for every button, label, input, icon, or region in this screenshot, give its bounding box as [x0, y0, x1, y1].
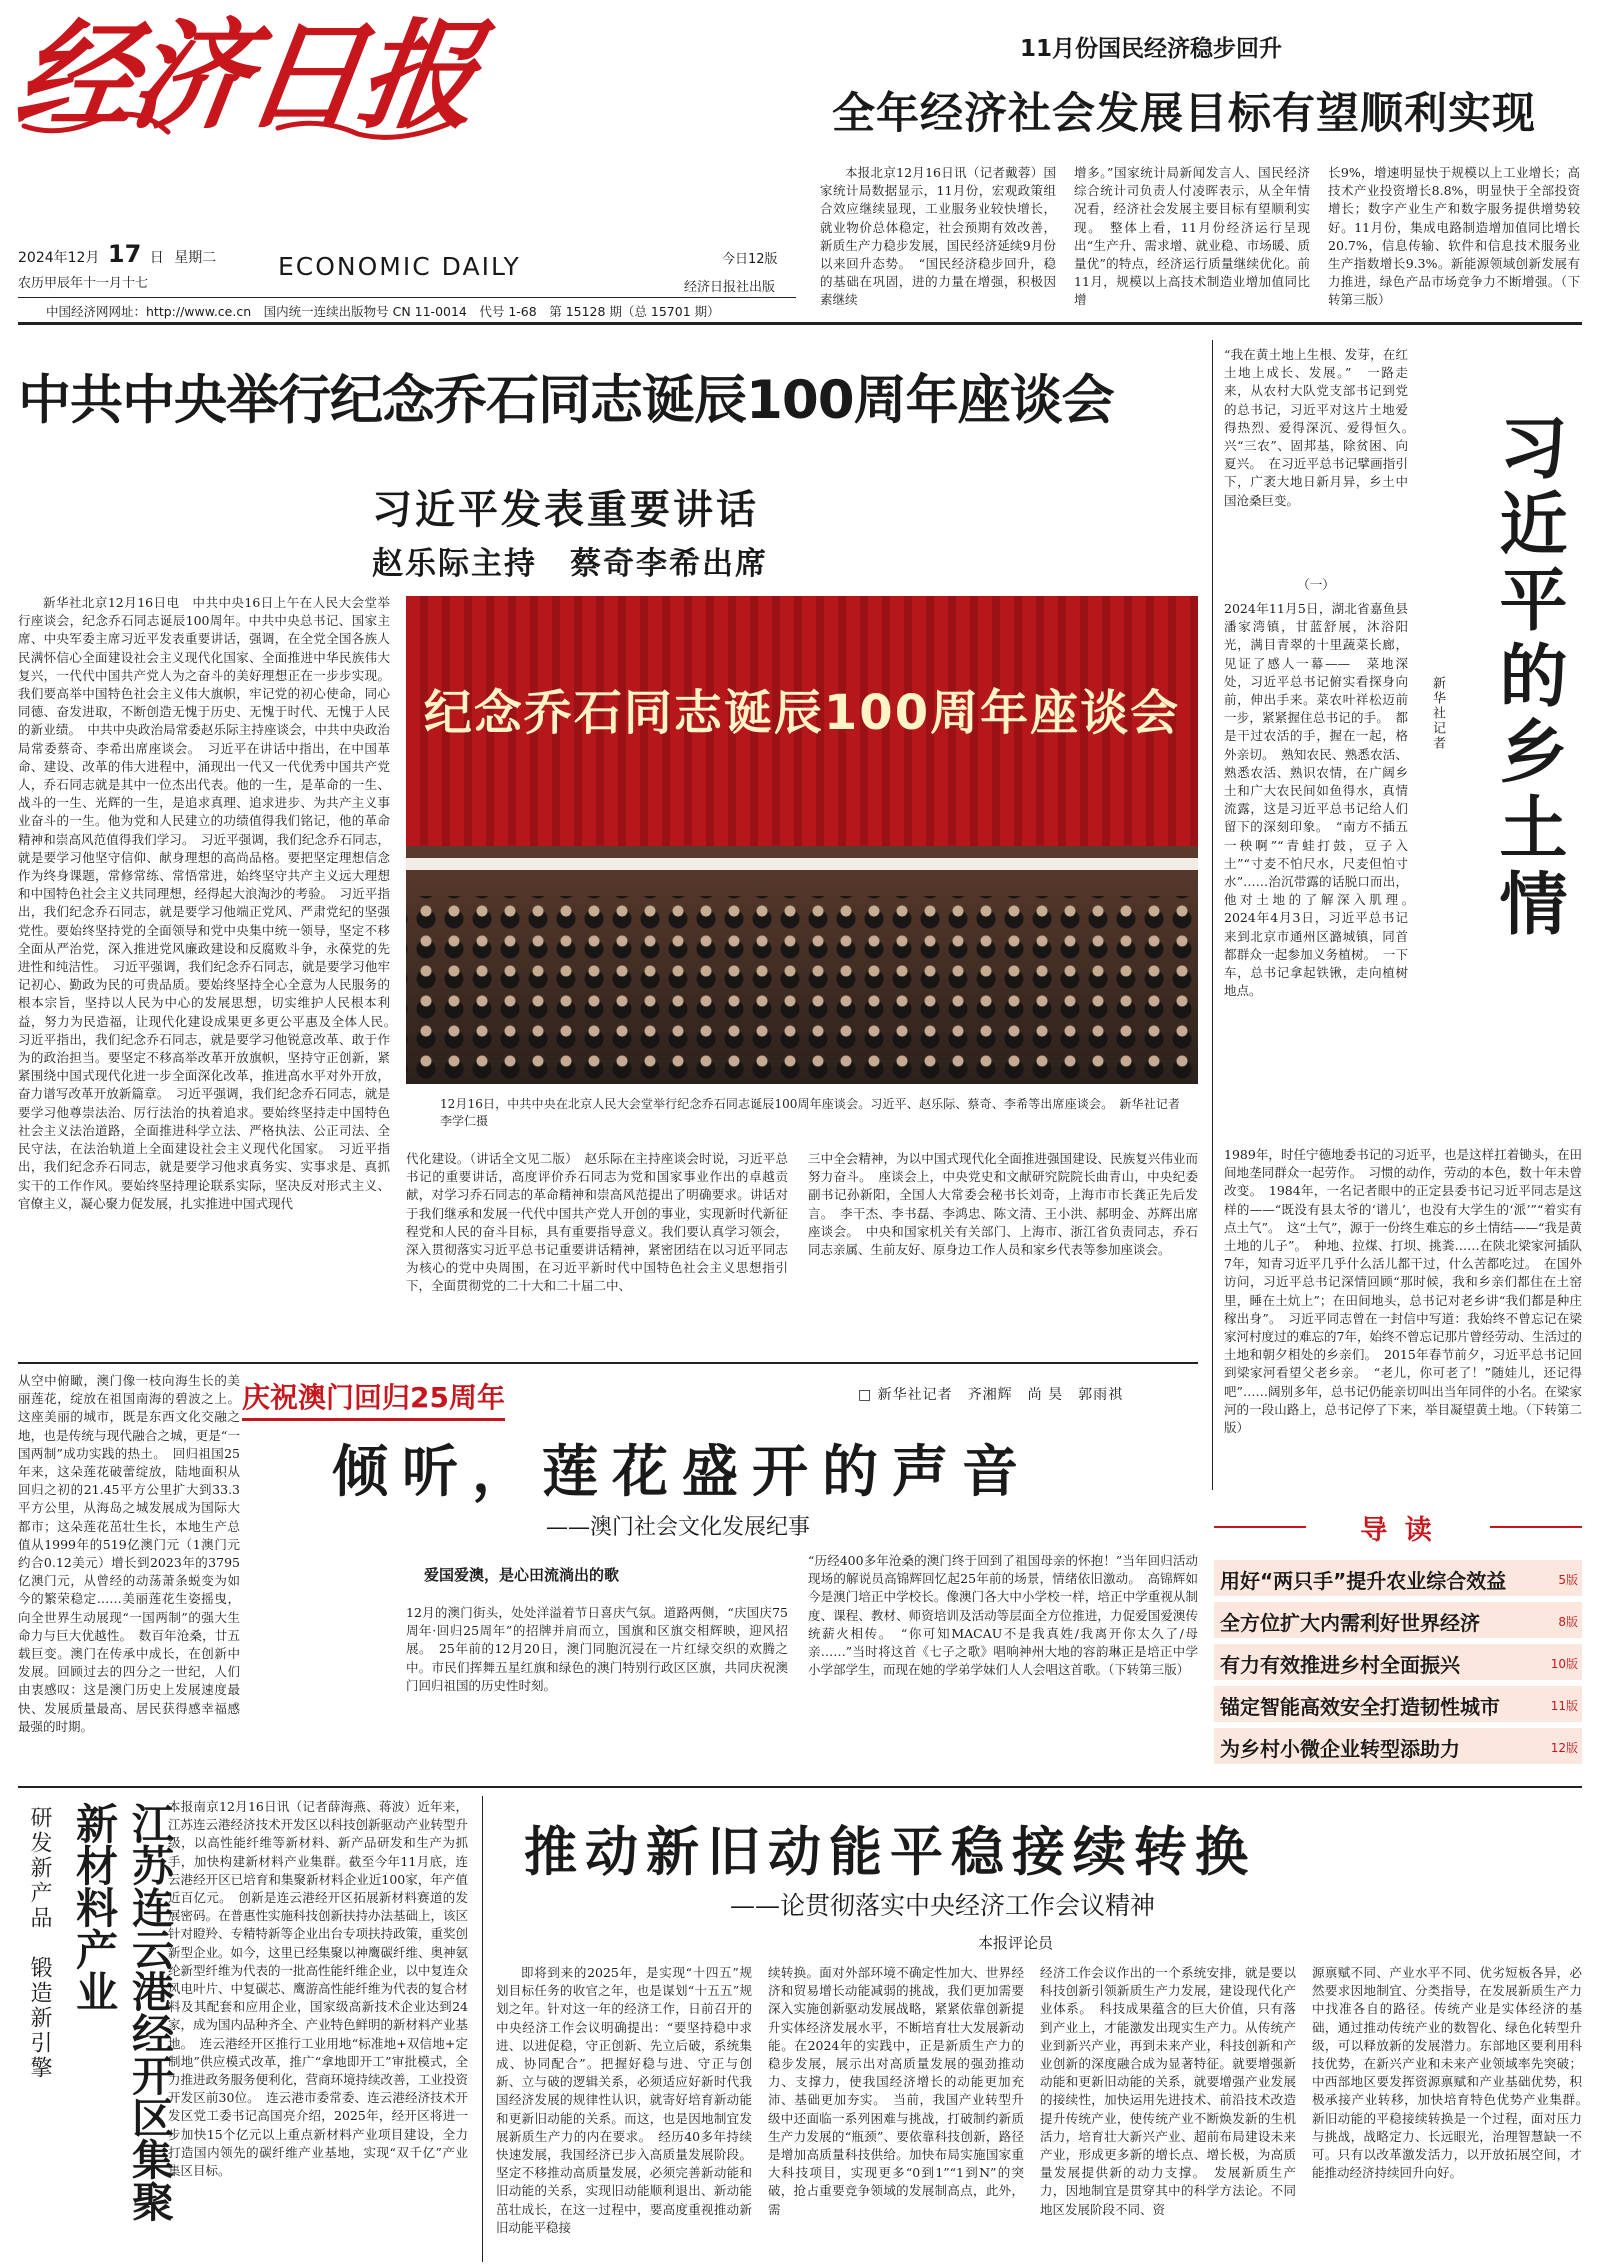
guide-item-page: 11版	[1550, 1699, 1578, 1713]
masthead-logo	[8, 6, 518, 148]
commentary-col2: 续转换。面对外部环境不确定性加大、世界经济和贸易增长动能减弱的挑战，我们更加需要深入实施创新驱动发展战略，紧紧依靠创新提升实体经济发展水平，不断培育壮大发展新动能。在2024年的实践中，正是新质生产力的稳步发展，展示出对高质量发展的强劲推动力、支撑力，使我国经济增长的动能更加充沛、基础更加夯实。 当前，我国产业转型升级中还面临一系列困难与挑战，打破制约新质生产力发展的“瓶颈”、要依靠科技创新，路径是增加高质量科技供给。加快布局实施国家重大科技项目，实现更多“0到1”“1到N”的突破，抢占重要竞争领域的发展制高点，此外，需	[768, 1965, 1024, 2217]
masthead-pages: 今日12版	[722, 252, 778, 267]
right-feature-top: “我在黄土地上生根、发芽，在红土地上成长、发展。” 一路走来，从农村大队党支部书记到党的总书记，习近平对这片土地爱得热烈、爱得深沉、爱得恒久。 兴“三农”、固邦基，除贫困、向夏兴。 在习近平总书记擘画指引下，广袤大地日新月异，乡土中国沧桑巨变。	[1224, 347, 1421, 508]
guide-item-page: 5版	[1558, 1573, 1578, 1587]
lead-subhead: 习近平发表重要讲话	[372, 487, 759, 533]
bottom-rule	[18, 1786, 1582, 1788]
masthead-date-month: 2024年12月	[18, 250, 100, 266]
commentary-col4: 源禀赋不同、产业水平不同、优劣短板各异，必然要求因地制宜、分类指导，在发展新质生产力中找准各自的路径。传统产业是实体经济的基础，通过推动传统产业的数智化、绿色化转型升级，可以释放新的发展潜力。东部地区要利用科技优势，在新兴产业和未来产业领域率先突破；中西部地区要发挥资源禀赋和产业基础优势，积极承接产业转移，加快培育特色优势产业集群。 新旧动能的平稳接续转换是一个过程，面对压力与挑战，战略定力、长远眼光，治理智慧缺一不可。只有以改革激发活力，以开放拓展空间，才能推动经济持续回升向好。	[1312, 1965, 1595, 2181]
commentary-headline: 推动新旧动能平稳接续转换	[524, 1822, 1256, 1883]
lead-photo-tables	[406, 858, 1198, 870]
guide-item-text: 有力有效推进乡村全面振兴	[1220, 1653, 1460, 1677]
right-feature-wide: 1989年，时任宁德地委书记的习近平，也是这样扛着锄头，在田间地垄同群众一起劳作。 习惯的动作，劳动的本色，数十年未曾改变。 1984年，一名记者眼中的正定县委书记习近平同志是这样的——“既没有县太爷的‘谱儿’，也没有大学生的‘派’”“着实有点土气”。 这“土气”，源于一份终生难忘的乡土情结——“我是黄土地的儿子”。 种地、拉煤、打坝、挑粪……在陕北梁家河插队7年，知青习近平几乎什么活儿都干过，什么苦都吃过。 在国外访问，习近平总书记深情回顾“那时候，我和乡亲们都住在土窑里，睡在土炕上”；在田间地头，总书记对老乡讲“我们都是种庄稼出身”。 习近平同志曾在一封信中写道：我始终不曾忘记在梁家河村度过的难忘的7年，始终不曾忘记那片曾经劳动、生活过的土地和朝夕相处的乡亲们。 2015年春节前夕，习近平总书记回到梁家河看望父老乡亲。 “老儿，你可老了！”随娃儿，还记得吧”……阔别多年，总书记仍能亲切叫出当年同伴的小名。在梁家河的一段山路上，总书记停了下来，举目凝望黄土地。（下转第二版）	[1224, 1147, 1582, 1436]
guide-item-text: 锚定智能高效安全打造韧性城市	[1220, 1695, 1500, 1719]
lead-body-left: 新华社北京12月16日电 中共中央16日上午在人民大会堂举行座谈会，纪念乔石同志诞辰100周年。中共中央总书记、国家主席、中央军委主席习近平发表重要讲话，强调，在全党全国各族人民满怀信心全面建设社会主义现代化国家、全面推进中华民族伟大复兴，一代代中国共产党人为之奋斗的美好理想正在一步步实现。我们要高举中国特色社会主义伟大旗帜，牢记党的初心使命，同心同德、奋发进取，不断创造无愧于历史、无愧于时代、无愧于人民的新业绩。 中共中央政治局常委赵乐际主持座谈会，中共中央政治局常委蔡奇、李希出席座谈会。 习近平在讲话中指出，在中国革命、建设、改革的伟大进程中，涌现出一代又一代优秀中国共产党人，乔石同志就是其中一位杰出代表。他的一生，是革命的一生、战斗的一生、光辉的一生，是追求真理、追求进步、为共产主义事业奋斗的一生。他为党和人民建立的功绩值得我们铭记，他的革命精神和崇高风范值得我们学习。 习近平强调，我们纪念乔石同志，就是要学习他坚守信仰、献身理想的高尚品格。要把坚定理想信念作为终身课题，常修常练、常悟常进，始终坚守共产主义远大理想和中国特色社会主义共同理想，经得起大浪淘沙的考验。 习近平指出，我们纪念乔石同志，就是要学习他端正党风、严肃党纪的坚强党性。要始终坚持党的全面领导和党中央集中统一领导，坚定不移全面从严治党，深入推进党风廉政建设和反腐败斗争，永葆党的先进性和纯洁性。 习近平强调，我们纪念乔石同志，就是要学习他牢记初心、勤政为民的可贵品质。要始终坚持全心全意为人民服务的根本宗旨，坚持以人民为中心的发展思想，切实维护人民根本利益，努力为民造福，让现代化建设成果更多更公平惠及全体人民。 习近平指出，我们纪念乔石同志，就是要学习他锐意改革、敢于作为的政治担当。要坚定不移高举改革开放旗帜，坚持守正创新，紧紧围绕中国式现代化进一步全面深化改革，推进高水平对外开放，奋力谱写改革开放新篇章。 习近平强调，我们纪念乔石同志，就是要学习他尊崇法治、厉行法治的执着追求。要始终坚持走中国特色社会主义法治道路，全面推进科学立法、严格执法、公正司法、全民守法，在法治轨道上全面建设社会主义现代化国家。 习近平指出，我们纪念乔石同志，就是要学习他求真务实、实事求是、真抓实干的工作作风。要始终坚持理论联系实际，坚决反对形式主义、官僚主义，凝心聚力促发展，扎实推进中国式现代	[18, 595, 403, 1211]
guide-title-rule-right	[1490, 1526, 1582, 1528]
macau-subhead: ——澳门社会文化发展纪事	[546, 1515, 811, 1540]
masthead-date-day: 17	[107, 240, 142, 268]
masthead-rule-bottom	[18, 322, 1582, 325]
guide-item[interactable]	[1214, 1728, 1582, 1764]
top-story-kicker: 11月份国民经济稳步回升	[1020, 36, 1283, 62]
macau-rule-top	[18, 1362, 1198, 1364]
jiangsu-title: 江苏连云港经开区集聚新材料产业	[70, 1802, 175, 2222]
commentary-col3: 经济工作会议作出的一个系统安排，就是要以科技创新引领新质生产力发展，建设现代化产业体系。 科技成果蕴含的巨大价值，只有落到产业上，才能激发出现实生产力。从传统产业到新兴产业，再到未来产业，科技创新和产业创新的深度融合成为显著特征。就要增强新动能和更新旧动能的关系，就要增强产业发展的接续性，加快运用先进技术、前沿技术改造提升传统产业，使传统产业不断焕发新的生机活力，培育壮大新兴产业、超前布局建设未来产业，形成更多新的增长点、增长极，为高质量发展提供新的动力支撑。 发展新质生产力，因地制宜是贯穿其中的科学方法论。不同地区发展阶段不同、资	[1040, 1965, 1296, 2217]
guide-item-text: 全方位扩大内需利好世界经济	[1220, 1611, 1480, 1635]
guide-item[interactable]	[1214, 1560, 1582, 1596]
jiangsu-body: 本报南京12月16日讯（记者薛海燕、蒋波）近年来，江苏连云港经济技术开发区以科技创新驱动产业转型升级，以高性能纤维等新材料、新产品研发和生产为抓手，加快构建新材料产业集群。截至今年11月底，连云港经开区已培育和集聚新材料企业近100家，年产值近百亿元。 创新是连云港经开区拓展新材料赛道的发展密码。在普惠性实施科技创新扶持办法基础上，该区针对瞪羚、专精特新等企业出台专项扶持政策，重奖创新型企业。如今，这里已经集聚以神鹰碳纤维、奥神氨纶新型纤维为代表的一批高性能纤维企业，以中复连众风电叶片、中复碳芯、鹰游高性能纤维为代表的复合材料及其配套和应用企业，国家级高新技术企业达到24家，成为国内品种齐全、产业特色鲜明的新材料产业基地。 连云港经开区推行工业用地“标准地+双信地+定制地”供应模式改革，推广“拿地即开工”审批模式，全力推进政务服务便利化，营商环境持续改善，工业投资开发区前30位。 连云港市委常委、连云港经济技术开发区党工委书记高国亮介绍，2025年，经开区将进一步加快15个亿元以上重点新材料产业项目建设，全力打造国内领先的碳纤维产业基地，实现“双千亿”产业集区目标。	[168, 1799, 469, 2179]
masthead-lunar: 农历甲辰年十一月十七	[18, 276, 149, 291]
masthead-english: ECONOMIC DAILY	[278, 252, 521, 281]
top-story-col3: 长9%，增速明显快于规模以上工业增长；高技术产业投资增长8.8%，明显快于全部投资增长；数字产业生产和数字服务提供增势较好。11月份，集成电路制造增加值同比增长20.7%，信息传输、软件和信息技术服务业生产指数增长9.3%。新能源领域创新发展有力推进，绿色产品市场竞争力不断增强。（下转第三版）	[1328, 165, 1580, 308]
lead-headline: 中共中央举行纪念乔石同志诞辰100周年座谈会	[18, 370, 1114, 431]
guide-box	[1214, 1498, 1582, 1778]
guide-item-page: 12版	[1550, 1741, 1578, 1755]
guide-item[interactable]	[1214, 1644, 1582, 1680]
guide-title-rule	[1214, 1526, 1306, 1528]
top-story-col1: 本报北京12月16日讯（记者戴蓉）国家统计局数据显示，11月份，宏观政策组合效应继续显现，工业服务业较快增长，就业物价总体稳定，社会预期有效改善，新质生产力稳步发展，国民经济延续9月份以来回升态势。 “国民经济稳步回升，稳的基础在巩固，进的力量在增强，积极因素继续	[820, 165, 1056, 308]
commentary-byline: 本报评论员	[978, 1934, 1054, 1952]
masthead-rule-top	[18, 297, 796, 298]
lead-photo-audience	[406, 896, 1198, 1084]
guide-item-page: 10版	[1550, 1657, 1578, 1671]
jiangsu-side-title: 研发新产品 锻造新引擎	[27, 1806, 52, 2081]
lead-photo	[406, 596, 1198, 1084]
macau-left: 从空中俯瞰，澳门像一枝向海生长的美丽莲花，绽放在祖国南海的碧波之上。这座美丽的城市，既是东西文化交融之地，也是传统与现代融合之城，更是“一国两制”成功实践的热土。 回归祖国25年来，这朵莲花破蕾绽放，陆地面积从回归之初的21.45平方公里扩大到33.3平方公里，从海岛之城发展成为国际大都市；这朵莲花茁壮生长，本地生产总值从1999年的519亿澳门元（1澳门元约合0.12美元）增长到2023年的3795亿澳门元，从曾经的动荡萧条蜕变为如今的繁荣稳定……美丽莲花生姿摇曳，向全世界生动展现“一国两制”的强大生命力与巨大优越性。 数百年沧桑，廿五载巨变。澳门在传承中成长，在创新中发展。回顾过去的四分之一世纪，人们由衷感叹：这是澳门历史上发展速度最快、发展质量最高、居民获得感幸福感最强的时期。	[18, 1373, 240, 1734]
guide-list	[1214, 1560, 1582, 1770]
masthead-date-day-suffix: 日	[149, 250, 164, 266]
masthead-date	[18, 240, 216, 268]
top-story-headline: 全年经济社会发展目标有望顺利实现	[832, 89, 1536, 139]
lead-photo-caption: 12月16日，中共中央在北京人民大会堂举行纪念乔石同志诞辰100周年座谈会。习近平、赵乐际、蔡奇、李希等出席座谈会。 新华社记者 李学仁摄	[440, 1097, 1180, 1128]
lead-body-mid-2: 三中全会精神，为以中国式现代化全面推进强国建设、民族复兴伟业而努力奋斗。 座谈会上，中央党史和文献研究院院长曲青山，中央纪委副书记孙新阳，全国人大常委会秘书长刘奇，上海市市长龚正先后发言。 李干杰、李书磊、李鸿忠、陈文清、王小洪、郝明金、苏辉出席座谈会。 中央和国家机关有关部门、上海市、浙江省负责同志，乔石同志亲属、生前友好、原身边工作人员和家乡代表等参加座谈会。	[808, 1151, 1198, 1258]
right-feature-section: （一）	[1297, 577, 1335, 592]
top-story-col2: 增多。”国家统计局新闻发言人、国民经济综合统计司负责人付凌晖表示，从全年情况看，经济社会发展主要目标有望顺利实现。 整体上看，11月份经济运行呈现出“生产升、需求增、就业稳、市场暖、质量优”的特点，经济运行质量继续优化。前11月，规模以上高技术制造业增加值同比增	[1074, 165, 1310, 308]
macau-right: “历经400多年沧桑的澳门终于回到了祖国母亲的怀抱！”当年回归活动现场的解说员高锦辉回忆起25年前的场景，情绪依旧激动。 高锦辉如今是澳门培正中学校长。像澳门各大中小学校一样，培正中学重视从制度、课程、教材、师资培训及活动等层面全方位推进，力促爱国爱澳传统薪火相传。 “你可知MACAU不是我真姓/我离开你太久了/母亲……”当时将这首《七子之歌》唱响神州大地的容韵琳正是培正中学小学部学生，而现在她的学弟学妹们人人会唱这首歌。（下转第三版）	[808, 1553, 1198, 1678]
right-feature-byline: 新华社记者	[1430, 676, 1445, 751]
macau-tag: 庆祝澳门回归25周年	[242, 1376, 505, 1421]
masthead-publisher: 经济日报社出版	[684, 280, 776, 295]
masthead-website: 中国经济网网址：http://www.ce.cn 国内统一连续出版物号 CN 11-0014 代号 1-68 第 15128 期（总 15701 期）	[46, 304, 720, 319]
right-feature-narrow: 2024年11月5日，湖北省嘉鱼县潘家湾镇，甘蓝舒展，沐浴阳光，满目青翠的十里蔬菜长廊，见证了感人一幕—— 菜地深处，习近平总书记俯实看探身向前，伸出手来。菜农叶祥松迈前一步，紧紧握住总书记的手。 都是干过农活的手，握在一起，格外亲切。 熟知农民、熟悉农活、熟悉农活、熟识农情，在广阔乡土和广大农民间如鱼得水，真情流露，这是习近平总书记给人们留下的深刻印象。 “南方不插五一秧啊”“青蛙打鼓，豆子入土”“寸麦不怕尺水，尺麦但怕寸水”……治沉带露的话脱口而出，他对土地的了解深入肌理。 2024年4月3日，习近平总书记来到北京市通州区潞城镇，同首都群众一起参加义务植树。 一下车，总书记拿起铁锹，走向植树地点。	[1224, 601, 1421, 999]
guide-item-text: 为乡村小微企业转型添助力	[1220, 1737, 1460, 1761]
lead-subhead-2: 赵乐际主持 蔡奇李希出席	[372, 546, 768, 582]
commentary-subhead: ——论贯彻落实中央经济工作会议精神	[730, 1891, 1156, 1920]
guide-item[interactable]	[1214, 1686, 1582, 1722]
guide-item-text: 用好“两只手”提升农业综合效益	[1220, 1569, 1507, 1593]
right-feature-divider	[1212, 340, 1213, 1490]
masthead-weekday: 星期二	[174, 250, 217, 266]
macau-headline: 倾听，莲花盛开的声音	[332, 1439, 1032, 1505]
macau-subtitle-1: 爱国爱澳，是心田流淌出的歌	[424, 1566, 620, 1584]
guide-item[interactable]	[1214, 1602, 1582, 1638]
guide-item-page: 8版	[1558, 1615, 1578, 1629]
macau-mid: 12月的澳门街头，处处洋溢着节日喜庆气氛。道路两侧，“庆国庆75周年·回归25周年”的招牌并肩而立，国旗和区旗交相辉映，迎风招展。 25年前的12月20日，澳门同胞沉浸在一片红绿交织的欢腾之中。市民们挥舞五星红旗和绿色的澳门特别行政区区旗，共同庆祝澳门回归祖国的历史性时刻。	[406, 1605, 788, 1693]
lead-body-mid-1: 代化建设。（讲话全文见二版） 赵乐际在主持座谈会时说，习近平总书记的重要讲话，高度评价乔石同志为党和国家事业作出的卓越贡献，对学习乔石同志的革命精神和崇高风范提出了明确要求。讲话对于我们继承和发展一代代中国共产党人开创的事业，实现新时代新征程党和人民的奋斗目标，具有重要指导意义。我们要认真学习领会，深入贯彻落实习近平总书记重要讲话精神，紧密团结在以习近平同志为核心的党中央周围，在习近平新时代中国特色社会主义思想指引下，全面贯彻党的二十大和二十届二中、	[406, 1151, 788, 1294]
macau-byline: □ 新华社记者 齐湘辉 尚 昊 郭雨祺	[858, 1387, 1124, 1403]
masthead-logo-text: 经济日报	[8, 6, 484, 145]
lead-photo-banner: 纪念乔石同志诞辰100周年座谈会	[423, 685, 1181, 741]
right-feature-title: 习近平的乡土情	[1488, 412, 1567, 944]
commentary-col1: 即将到来的2025年，是实现“十四五”规划目标任务的收官之年，也是谋划“十五五”规划之年。针对这一年的经济工作，日前召开的中央经济工作会议明确提出：“要坚持稳中求进、以进促稳，守正创新、先立后破，系统集成、协同配合”。把握好稳与进、守正与创新、立与破的逻辑关系，必须适应好新时代我国经济发展的规律性认识，就寄好培育新动能和更新旧动能的关系。而这，也是因地制宜发展新质生产力的内在要求。 经历40多年持续快速发展，我国经济已步入高质量发展阶段。坚定不移推动高质量发展，必须完善新动能和旧动能的关系，实现旧动能顺利退出、新动能茁壮成长，在这一过程中，要高度重视推动新旧动能平稳接	[496, 1965, 752, 2235]
jiangsu-divider	[482, 1796, 483, 2262]
guide-title: 导 读	[1360, 1515, 1436, 1546]
